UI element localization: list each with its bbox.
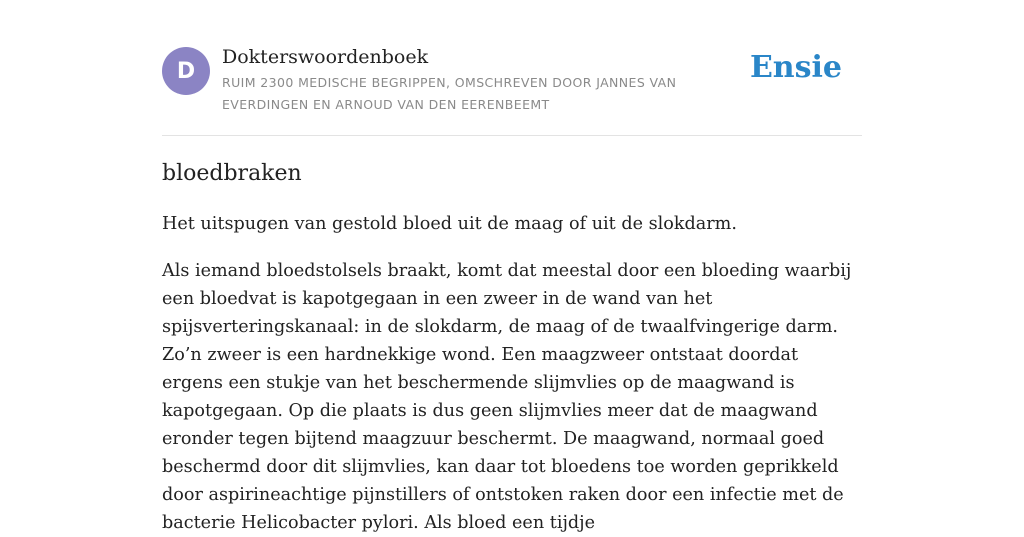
source-title[interactable]: Dokterswoordenboek (222, 46, 429, 68)
entry-definition: Het uitspugen van gestold bloed uit de maag of uit de slokdarm. (162, 214, 737, 234)
entry-term: bloedbraken (162, 161, 302, 186)
source-avatar[interactable]: D (162, 47, 210, 95)
source-description: RUIM 2300 MEDISCHE BEGRIPPEN, OMSCHREVEN DOOR JANNES VAN EVERDINGEN EN ARNOUD VAN DEN EERENBEEMT (222, 75, 677, 112)
page (162, 0, 862, 537)
ensie-logo[interactable]: Ensie (749, 50, 842, 85)
source-header (162, 0, 862, 136)
entry-explanation: Als iemand bloedstolsels braakt, komt dat meestal door een bloeding waarbij een bloedvat is kapotgegaan in een zweer in de wand van het spijsverteringskanaal: in de slokdarm, de maag of de twaalfvingerige darm. Zo’n zweer is een hardnekkige wond. Een maagzweer ontstaat doordat ergens een stukje van het beschermende slijmvlies op de maagwand is kapotgegaan. Op die plaats is dus geen slijmvlies meer dat de maagwand eronder tegen bijtend maagzuur beschermt. De maagwand, normaal goed beschermd door dit slijmvlies, kan daar tot bloedens toe worden geprikkeld door aspirineachtige pijnstillers of ontstoken raken door een infectie met de bacterie Helicobacter pylori. Als bloed een tijdje (162, 261, 852, 533)
